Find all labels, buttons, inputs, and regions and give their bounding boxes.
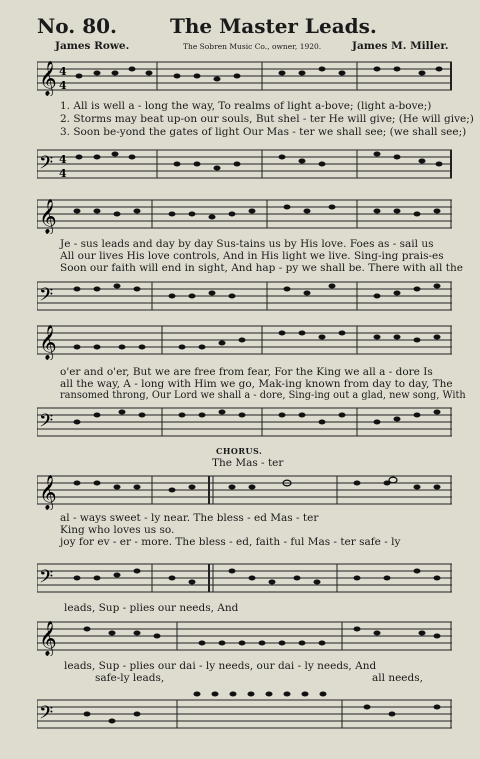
s2-verse3: Soon our faith will end in sight, And hap - py we shall be. There with all the: [60, 262, 463, 274]
svg-text:𝄞: 𝄞: [39, 325, 57, 360]
treble-staff-2: [37, 196, 452, 234]
s5-line2a: safe-ly leads,: [95, 672, 165, 684]
bass-staff-3: [37, 400, 452, 442]
treble-staff-4: [37, 472, 452, 510]
treble-staff-1: [37, 58, 452, 96]
svg-text:𝄞: 𝄞: [39, 61, 57, 96]
lyricist: James Rowe.: [55, 40, 130, 52]
s5-line1: leads, Sup - plies our dai - ly needs, our dai - ly needs, And: [64, 660, 377, 672]
bass-staff-4: [37, 556, 452, 598]
chorus-verse3: joy for ev - er - more. The bless - ed, faith - ful Mas - ter safe - ly: [60, 536, 401, 548]
hymn-number: No. 80.: [37, 14, 117, 38]
bass-staff-2: [37, 274, 452, 316]
s1-verse1: 1. All is well a - long the way, To realms of light a-bove; (light a-bove;): [60, 100, 432, 112]
s3-verse3: ransomed throng, Our Lord we shall a - dore, Sing-ing out a glad, new song, With: [60, 390, 466, 401]
svg-text:4: 4: [59, 153, 67, 166]
treble-staff-5: [37, 618, 452, 656]
s1-verse3: 3. Soon be-yond the gates of light Our Mas - ter we shall see; (we shall see;): [60, 126, 467, 138]
svg-text:𝄢: 𝄢: [39, 411, 54, 436]
s1-verse2: 2. Storms may beat up-on our souls, But shel - ter He will give; (He will give;): [60, 113, 474, 125]
svg-text:𝄞: 𝄞: [39, 475, 57, 510]
s3-verse1: o'er and o'er, But we are free from fear, For the King we all a - dore Is: [60, 366, 433, 378]
bass-staff-1: [37, 142, 452, 184]
bass-staff-5: [37, 686, 452, 738]
chorus-verse2: King who loves us so.: [60, 524, 175, 536]
svg-text:𝄢: 𝄢: [39, 285, 54, 310]
hymn-title: The Master Leads.: [170, 14, 377, 38]
svg-text:𝄢: 𝄢: [39, 153, 54, 178]
svg-text:4: 4: [59, 167, 67, 180]
svg-text:𝄢: 𝄢: [39, 703, 54, 728]
s3-verse2: all the way, A - long with Him we go, Mak-ing known from day to day, The: [60, 378, 453, 390]
svg-text:𝄢: 𝄢: [39, 567, 54, 592]
chorus-bass-lyrics: leads, Sup - plies our needs, And: [64, 602, 239, 614]
s2-verse1: Je - sus leads and day by day Sus-tains us by His love. Foes as - sail us: [60, 238, 434, 250]
s5-line2b: all needs,: [372, 672, 423, 684]
svg-text:4: 4: [59, 79, 67, 92]
treble-staff-3: [37, 322, 452, 360]
svg-text:4: 4: [59, 65, 67, 78]
chorus-label: CHORUS.: [216, 446, 263, 456]
svg-text:𝄞: 𝄞: [39, 199, 57, 234]
svg-text:𝄞: 𝄞: [39, 621, 57, 656]
chorus-above-text: The Mas - ter: [212, 457, 284, 469]
chorus-verse1: al - ways sweet - ly near. The bless - ed Mas - ter: [60, 512, 319, 524]
s2-verse2: All our lives His love controls, And in His light we live. Sing-ing prais-es: [60, 250, 444, 262]
composer: James M. Miller.: [352, 40, 449, 52]
copyright-owner: The Sobren Music Co., owner, 1920.: [183, 42, 322, 51]
